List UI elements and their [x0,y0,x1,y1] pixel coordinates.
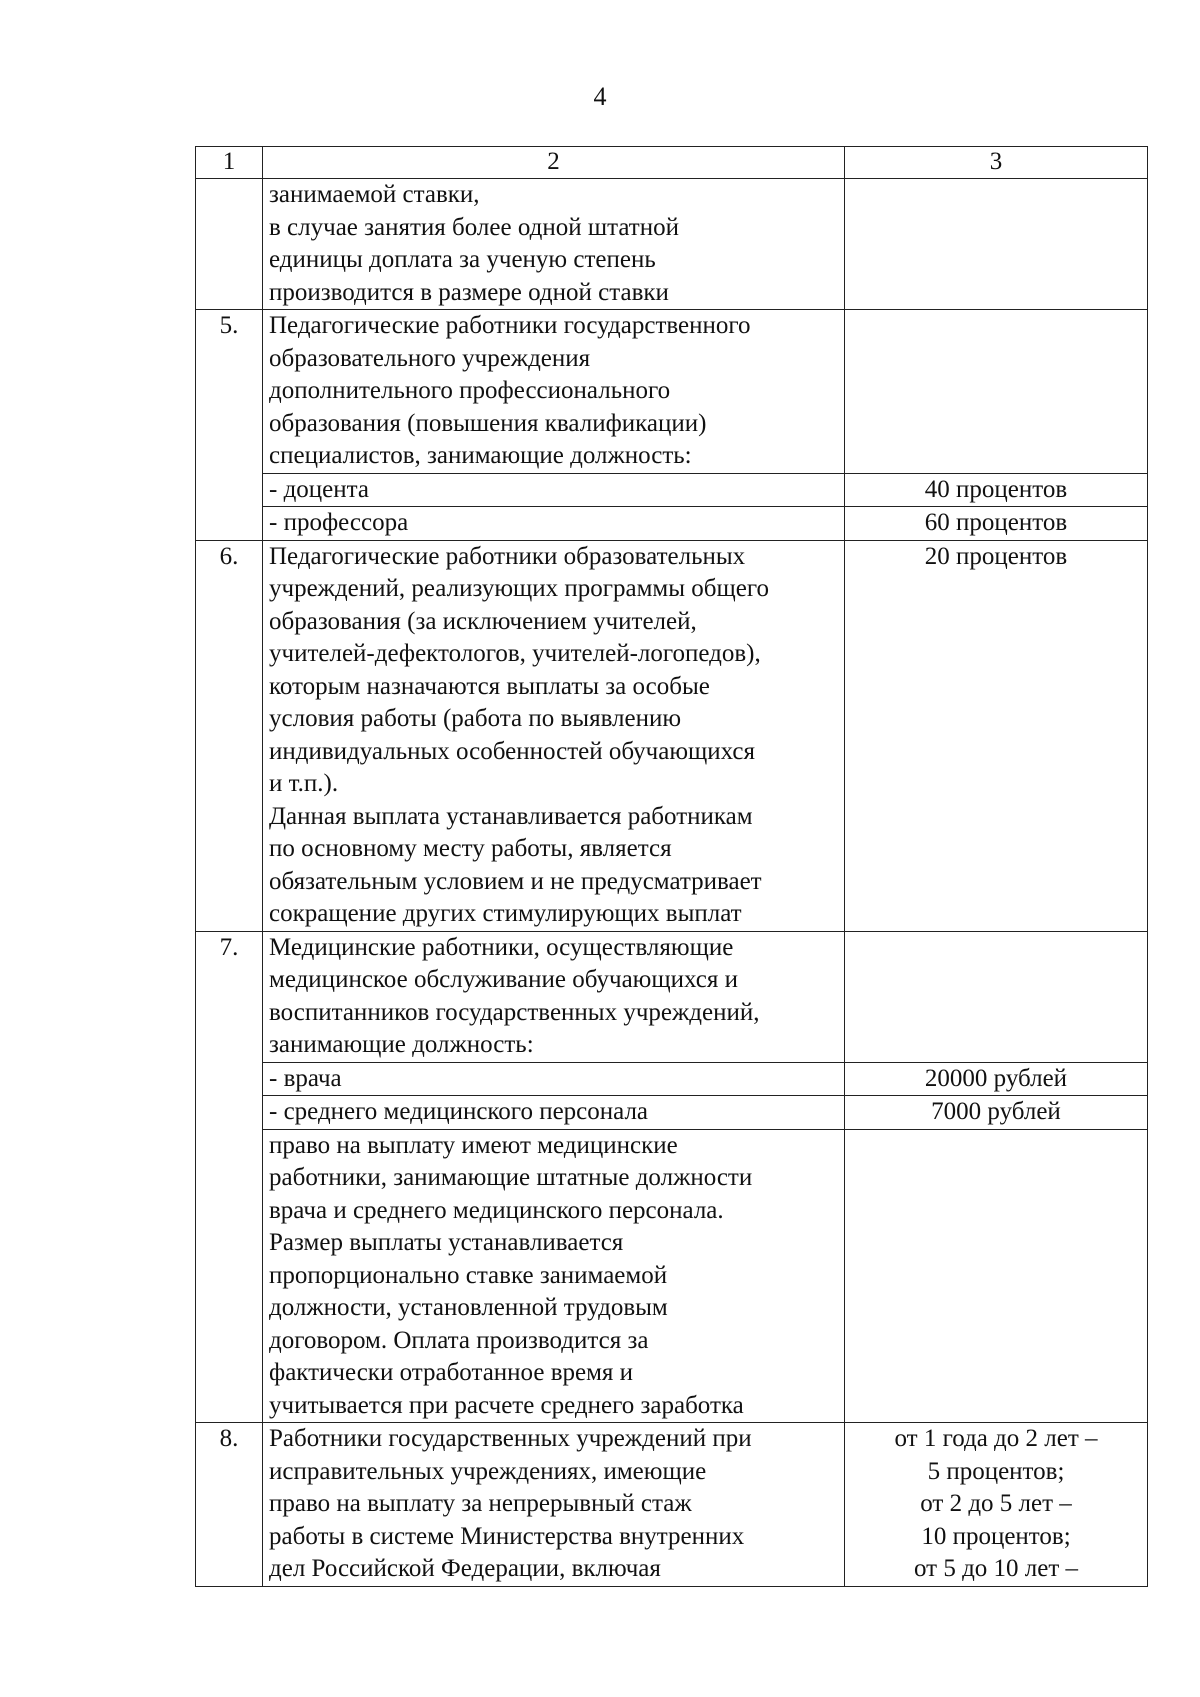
text-line: обязательным условием и не предусматривает [269,867,762,895]
text-line: - доцента [269,475,369,503]
table-subrow [196,1062,1148,1096]
row-description [263,1129,845,1423]
text-line: в случае занятия более одной штатной [269,213,679,241]
text-line: Работники государственных учреждений при [269,1425,752,1452]
text-line: 5 процентов; [927,1457,1065,1485]
text-line: индивидуальных особенностей обучающихся [269,737,755,765]
text-line: образования (за исключением учителей, [269,607,697,635]
row-description [263,1423,845,1587]
text-line: Педагогические работники образовательных [269,542,746,570]
text-line: Медицинские работники, осуществляющие [269,933,734,961]
text-line: воспитанников государственных учреждений, [269,998,760,1026]
text-line: - профессора [269,509,409,536]
text-line: занимающие должность: [269,1031,534,1058]
text-line: Педагогические работники государственного [269,312,751,339]
text-line: учреждений, реализующих программы общего [269,575,769,602]
text-line: должности, установленной трудовым [269,1294,668,1321]
row-description [263,507,845,541]
table-subrow [196,1096,1148,1130]
text-line: от 5 до 10 лет – [913,1555,1079,1582]
text-line: договором. Оплата производится за [269,1326,649,1354]
text-line: сокращение других стимулирующих выплат [269,900,742,927]
row-description [263,931,845,1062]
text-line: образовательного учреждения [269,344,591,372]
table-row [196,540,1148,931]
row-number: 8. [196,1423,263,1587]
table-row [196,310,1148,474]
table-header-row [196,147,1148,179]
header-col-1: 1 [196,147,263,179]
text-line: 60 процентов [924,509,1068,536]
text-line: медицинское обслуживание обучающихся и [269,966,738,993]
table-row [196,1423,1148,1587]
text-line: фактически отработанное время и [269,1359,634,1386]
row-value [845,1129,1148,1423]
text-line: специалистов, занимающие должность: [269,442,692,469]
text-line: работники, занимающие штатные должности [269,1164,753,1191]
text-line: условия работы (работа по выявлению [269,705,682,732]
text-line: право на выплату за непрерывный стаж [269,1490,692,1517]
table-subrow [196,1129,1148,1423]
text-line: от 1 года до 2 лет – [894,1425,1098,1452]
row-value [845,507,1148,541]
row-value [845,931,1148,1062]
row-number: 5. [196,310,263,541]
text-line: образования (повышения квалификации) [269,409,707,437]
row-value [845,310,1148,474]
row-value [845,1096,1148,1130]
row-number: 7. [196,931,263,1423]
text-line: Данная выплата устанавливается работникам [269,802,753,830]
text-line: - среднего медицинского персонала [269,1098,649,1125]
text-line: занимаемой ставки, [269,181,480,208]
table-row [196,179,1148,310]
text-line: право на выплату имеют медицинские [269,1131,678,1159]
text-line: исправительных учреждениях, имеющие [269,1457,707,1485]
row-value [845,1062,1148,1096]
text-line: от 2 до 5 лет – [920,1490,1072,1517]
text-line: работы в системе Министерства внутренних [269,1522,745,1550]
text-line: учитывается при расчете среднего заработка [269,1391,744,1419]
text-line: врача и среднего медицинского персонала. [269,1196,724,1224]
row-value [845,1423,1148,1587]
row-description [263,310,845,474]
text-line: и т.п.). [269,770,339,797]
row-description [263,1096,845,1130]
row-description [263,540,845,931]
text-line: единицы доплата за ученую степень [269,246,656,273]
row-description [263,473,845,507]
header-col-3: 3 [845,147,1148,179]
allowance-table [195,146,1148,1587]
header-col-2: 2 [263,147,845,179]
table-subrow [196,473,1148,507]
row-value [845,473,1148,507]
text-line: 7000 рублей [931,1098,1061,1125]
text-line: учителей-дефектологов, учителей-логопедов), [269,640,761,667]
row-number: 6. [196,540,263,931]
text-line: - врача [269,1064,342,1092]
table-row [196,931,1148,1062]
text-line: производится в размере одной ставки [269,278,669,306]
text-line: пропорционально ставке занимаемой [269,1261,668,1289]
text-line: которым назначаются выплаты за особые [269,672,710,700]
text-line: дел Российской Федерации, включая [269,1555,661,1582]
text-line: дополнительного профессионального [269,377,671,404]
text-line: 20000 рублей [924,1064,1068,1092]
row-number [196,179,263,310]
text-line: 40 процентов [924,475,1068,503]
row-value [845,540,1148,931]
text-line: по основному месту работы, является [269,835,672,862]
page-number: 4 [593,82,607,111]
row-description [263,1062,845,1096]
text-line: 10 процентов; [921,1522,1071,1550]
text-line: Размер выплаты устанавливается [269,1229,624,1256]
row-description [263,179,845,310]
row-value [845,179,1148,310]
table-subrow [196,507,1148,541]
text-line: 20 процентов [924,542,1068,570]
